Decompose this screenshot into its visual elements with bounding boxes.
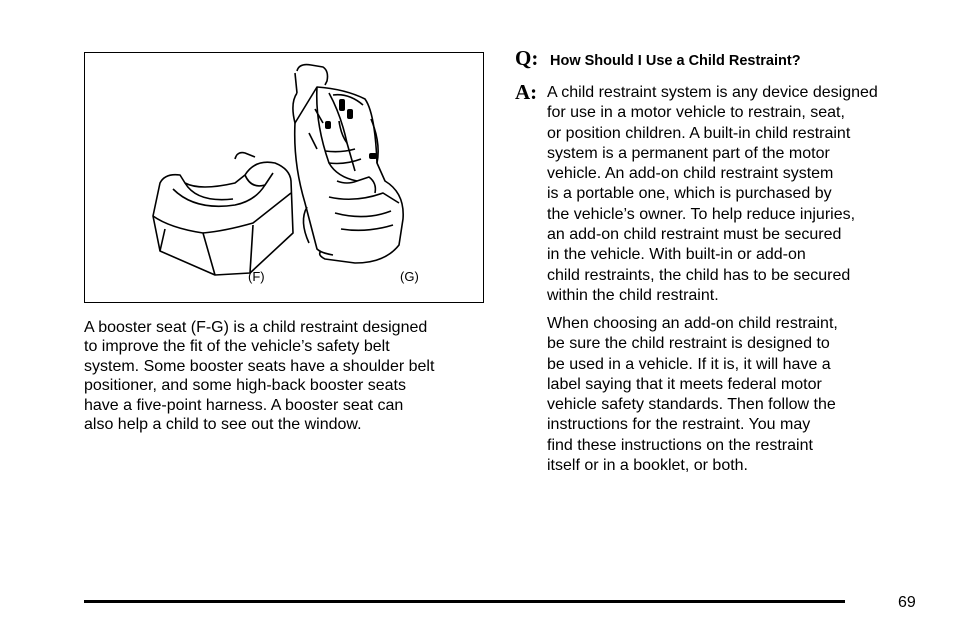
high-back-booster-drawing (293, 65, 403, 263)
figure-caption: A booster seat (F-G) is a child restraint designed to improve the fit of the vehicle’s safety belt system. Some booster seats have a shoulder belt positioner, and some high-back booster seats have a five-point harness. A booster seat can also help a child to see out the window. (84, 319, 435, 434)
booster-seat-figure (84, 52, 484, 303)
answer-paragraph-1: A child restraint system is any device designed for use in a motor vehicle to restrain, seat, or position children. A built-in child restraint system is a permanent part of the motor vehicle. An add-on child restraint system is a portable one, which is purchased by the vehicle’s owner. To help reduce injuries, an add-on child restraint must be secured in the vehicle. With built-in or add-on child restraints, the child has to be secured within the child restraint. (547, 84, 878, 304)
figure-label-g: (G) (400, 269, 419, 284)
answer-paragraph-2: When choosing an add-on child restraint, be sure the child restraint is designed to be used in a vehicle. If it is, it will have a label saying that it meets federal motor vehicle safety standards. Then follow the instructions for the restraint. You may find these instructions on the restraint itself or in a booklet, or both. (547, 315, 838, 475)
question-heading: How Should I Use a Child Restraint? (550, 53, 801, 69)
answer-marker: A: (515, 80, 538, 104)
footer-rule (84, 600, 845, 603)
booster-seat-illustration (85, 53, 485, 304)
page-number: 69 (898, 594, 916, 611)
question-marker: Q: (515, 46, 539, 70)
figure-label-f: (F) (248, 269, 265, 284)
backless-booster-drawing (153, 153, 293, 275)
